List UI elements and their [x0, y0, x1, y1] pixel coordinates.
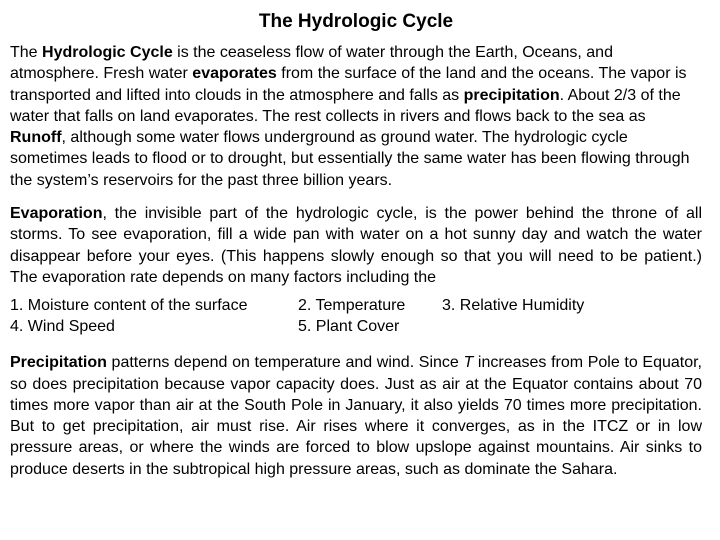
- text-run: , the invisible part of the hydrologic cycle, is the power behind the throne of all storms. To see evaporation, fill a wide pan with water on a hot sunny day and watch the water disappear before your eyes. (This happens slowly enough so that you will need to be patient.) The evaporation rate depends on many factors including the: [10, 205, 702, 286]
- term-hydrologic-cycle: Hydrologic Cycle: [42, 44, 173, 61]
- text-run: patterns depend on temperature and wind. Since: [106, 354, 464, 372]
- document-page: [10, 10, 702, 480]
- text-run: , although some water flows underground as ground water. The hydrologic cycle sometimes leads to flood or to drought, but essentially the same water has been flowing through the system’s reservoirs for the past three billion years.: [10, 129, 690, 189]
- text-run: from the surface of the land and the oceans. The vapor is transported and lifted into clouds in the atmosphere and falls as: [10, 65, 687, 104]
- paragraph-evaporation: [10, 203, 702, 288]
- text-run: increases from Pole to Equator, so does precipitation because vapor capacity does. Just as air at the Equator contains about 70 times more vapor than air at the South Pole in January, it also yields 70 times more precipitation. But to get precipitation, air must rise. Air rises where it converges, as in the ITCZ or in low pressure areas, or where the winds are forced to blow upslope against mountains. Air sinks to produce deserts in the subtropical high pressure areas, such as dominate the Sahara.: [10, 354, 703, 478]
- factor-item: 4. Wind Speed: [10, 318, 115, 336]
- term-evaporates: evaporates: [192, 65, 277, 83]
- term-runoff: Runoff: [10, 129, 62, 147]
- term-precipitation-heading: Precipitation: [10, 354, 107, 372]
- symbol-temperature: T: [463, 354, 474, 372]
- paragraph-hydrologic-cycle: [10, 42, 702, 191]
- factor-item: 1. Moisture content of the surface: [10, 297, 248, 315]
- text-run: is the ceaseless flow of water through the Earth, Oceans, and atmosphere. Fresh water: [10, 44, 613, 83]
- text-run: The: [10, 44, 43, 61]
- text-run: . About 2/3 of the water that falls on land evaporates. The rest collects in rivers and flows back to the sea as: [10, 86, 681, 125]
- page-title: The Hydrologic Cycle: [258, 11, 454, 32]
- term-evaporation: Evaporation: [10, 205, 103, 223]
- factor-item: 5. Plant Cover: [298, 318, 400, 336]
- factor-item: 2. Temperature: [298, 297, 406, 315]
- paragraph-precipitation: [10, 352, 702, 480]
- evaporation-factors-list: [10, 295, 702, 338]
- factor-item: 3. Relative Humidity: [442, 297, 585, 315]
- term-precipitation: precipitation: [463, 86, 560, 104]
